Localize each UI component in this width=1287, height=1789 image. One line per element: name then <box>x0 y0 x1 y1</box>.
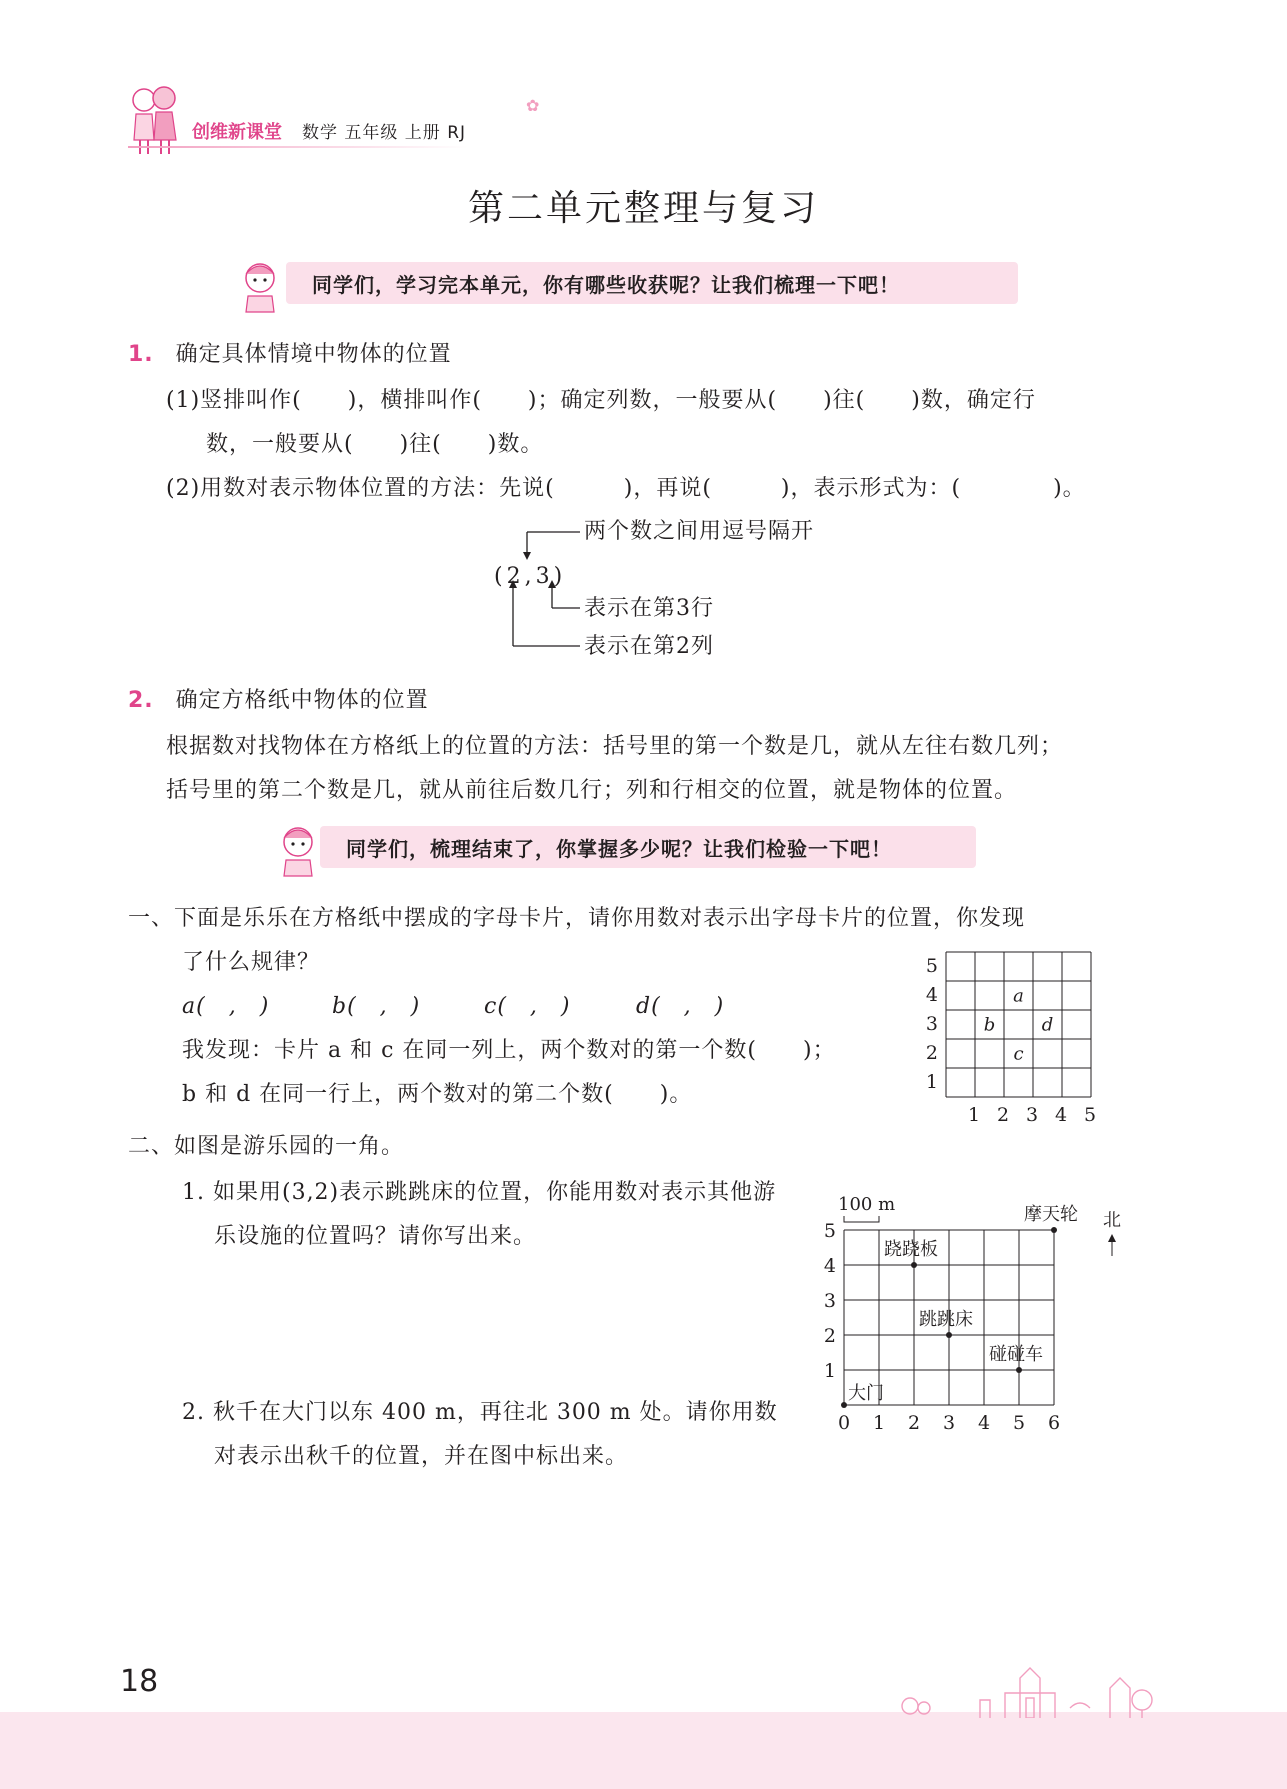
north-arrow-head <box>1108 1234 1116 1242</box>
pair-example: (2,3) <box>494 564 567 589</box>
y-tick-label: 3 <box>925 1013 938 1035</box>
section1-line3: (2)用数对表示物体位置的方法：先说( )，再说( )，表示形式为：( )。 <box>166 476 1086 501</box>
x-tick-label: 1 <box>967 1104 981 1126</box>
q2-heading: 二、如图是游乐园的一角。 <box>128 1134 405 1159</box>
map-point-label: 碰碰车 <box>989 1344 1043 1365</box>
pair-row-note: 表示在第3行 <box>584 596 714 621</box>
footer-band <box>0 1712 1287 1789</box>
y-tick-label: 4 <box>925 984 938 1006</box>
map-point <box>1051 1227 1057 1233</box>
q1-finding-2: b 和 d 在同一行上，两个数对的第二个数( )。 <box>182 1082 693 1107</box>
section2-line2: 括号里的第二个数是几，就从前往后数几行；列和行相交的位置，就是物体的位置。 <box>166 778 1018 803</box>
x-tick-label: 4 <box>1054 1104 1068 1126</box>
map-point-label: 大门 <box>848 1383 884 1404</box>
north-label: 北 <box>1103 1210 1121 1231</box>
section1-line2: 数，一般要从( )往( )数。 <box>206 432 544 457</box>
mascot-boy-icon <box>234 256 286 314</box>
letter-card-c: c <box>1013 1043 1024 1065</box>
x-tick-label: 6 <box>1047 1412 1061 1434</box>
letter-card-b: b <box>983 1014 996 1036</box>
x-tick-label: 5 <box>1083 1104 1097 1126</box>
pair-col-note: 表示在第2列 <box>584 634 714 659</box>
map-point <box>841 1402 847 1408</box>
q2-sub2-line1: 2. 秋千在大门以东 400 m，再往北 300 m 处。请你用数 <box>182 1400 778 1425</box>
q1-blank-d: d( , ) <box>636 994 725 1019</box>
review-banner: 同学们，学习完本单元，你有哪些收获呢？让我们梳理一下吧！ <box>286 262 1018 304</box>
letter-card-a: a <box>1013 985 1024 1007</box>
y-tick-label: 5 <box>823 1220 836 1242</box>
map-point-label: 摩天轮 <box>1024 1204 1078 1225</box>
y-tick-label: 1 <box>823 1360 836 1382</box>
page-title: 第二单元整理与复习 <box>467 188 819 229</box>
y-tick-label: 3 <box>823 1290 836 1312</box>
letter-grid <box>920 944 1110 1134</box>
x-tick-label: 1 <box>872 1412 886 1434</box>
q2-sub1-line2: 乐设施的位置吗？请你写出来。 <box>214 1224 537 1249</box>
header-subtitle: 数学 五年级 上册 RJ <box>302 123 467 143</box>
scale-bracket <box>844 1216 879 1222</box>
x-tick-label: 4 <box>977 1412 991 1434</box>
q1-blank-c: c( , ) <box>484 994 571 1019</box>
scale-label: 100 m <box>838 1194 896 1215</box>
map-point <box>946 1332 952 1338</box>
pair-comma-note: 两个数之间用逗号隔开 <box>584 519 815 544</box>
castle-icon <box>880 1648 1170 1718</box>
q1-blank-b: b( , ) <box>332 994 421 1019</box>
x-tick-label: 2 <box>996 1104 1010 1126</box>
q1-blank-a: a( , ) <box>182 994 270 1019</box>
x-tick-label: 2 <box>907 1412 921 1434</box>
x-tick-label: 0 <box>837 1412 851 1434</box>
letter-card-d: d <box>1041 1014 1054 1036</box>
section-heading: 确定方格纸中物体的位置 <box>175 688 429 713</box>
y-tick-label: 1 <box>925 1071 938 1093</box>
y-tick-label: 4 <box>823 1255 836 1277</box>
mascot-boy-icon <box>272 820 324 878</box>
check-banner: 同学们，梳理结束了，你掌握多少呢？让我们检验一下吧！ <box>320 826 976 868</box>
y-tick-label: 2 <box>823 1325 836 1347</box>
park-map <box>820 1180 1140 1440</box>
section2-line1: 根据数对找物体在方格纸上的位置的方法：括号里的第一个数是几，就从左往右数几列； <box>166 734 1064 759</box>
section1-line1: (1)竖排叫作( )，横排叫作( )；确定列数，一般要从( )往( )数，确定行 <box>166 388 1036 413</box>
q1-finding-1: 我发现：卡片 a 和 c 在同一列上，两个数对的第一个数( )； <box>182 1038 836 1063</box>
y-tick-label: 5 <box>925 955 938 977</box>
map-point <box>911 1262 917 1268</box>
header-underline <box>128 146 468 148</box>
y-tick-label: 2 <box>925 1042 938 1064</box>
map-point-label: 跷跷板 <box>884 1239 938 1260</box>
q2-sub1-line1: 1. 如果用(3,2)表示跳跳床的位置，你能用数对表示其他游 <box>182 1180 777 1205</box>
x-tick-label: 5 <box>1012 1412 1026 1434</box>
map-point <box>1016 1367 1022 1373</box>
section-number: 2. <box>128 688 154 713</box>
section-heading: 确定具体情境中物体的位置 <box>175 342 452 367</box>
butterfly-icon: ✿ <box>526 96 540 115</box>
page-number: 18 <box>120 1664 159 1699</box>
x-tick-label: 3 <box>1025 1104 1039 1126</box>
q2-sub2-line2: 对表示出秋千的位置，并在图中标出来。 <box>214 1444 629 1469</box>
q1-heading: 一、下面是乐乐在方格纸中摆成的字母卡片，请你用数对表示出字母卡片的位置，你发现 <box>128 906 1026 931</box>
x-tick-label: 3 <box>942 1412 956 1434</box>
q1-heading-cont: 了什么规律？ <box>182 950 321 975</box>
section-number: 1. <box>128 342 154 367</box>
header-brand: 创维新课堂 <box>192 122 282 143</box>
map-point-label: 跳跳床 <box>919 1309 973 1330</box>
